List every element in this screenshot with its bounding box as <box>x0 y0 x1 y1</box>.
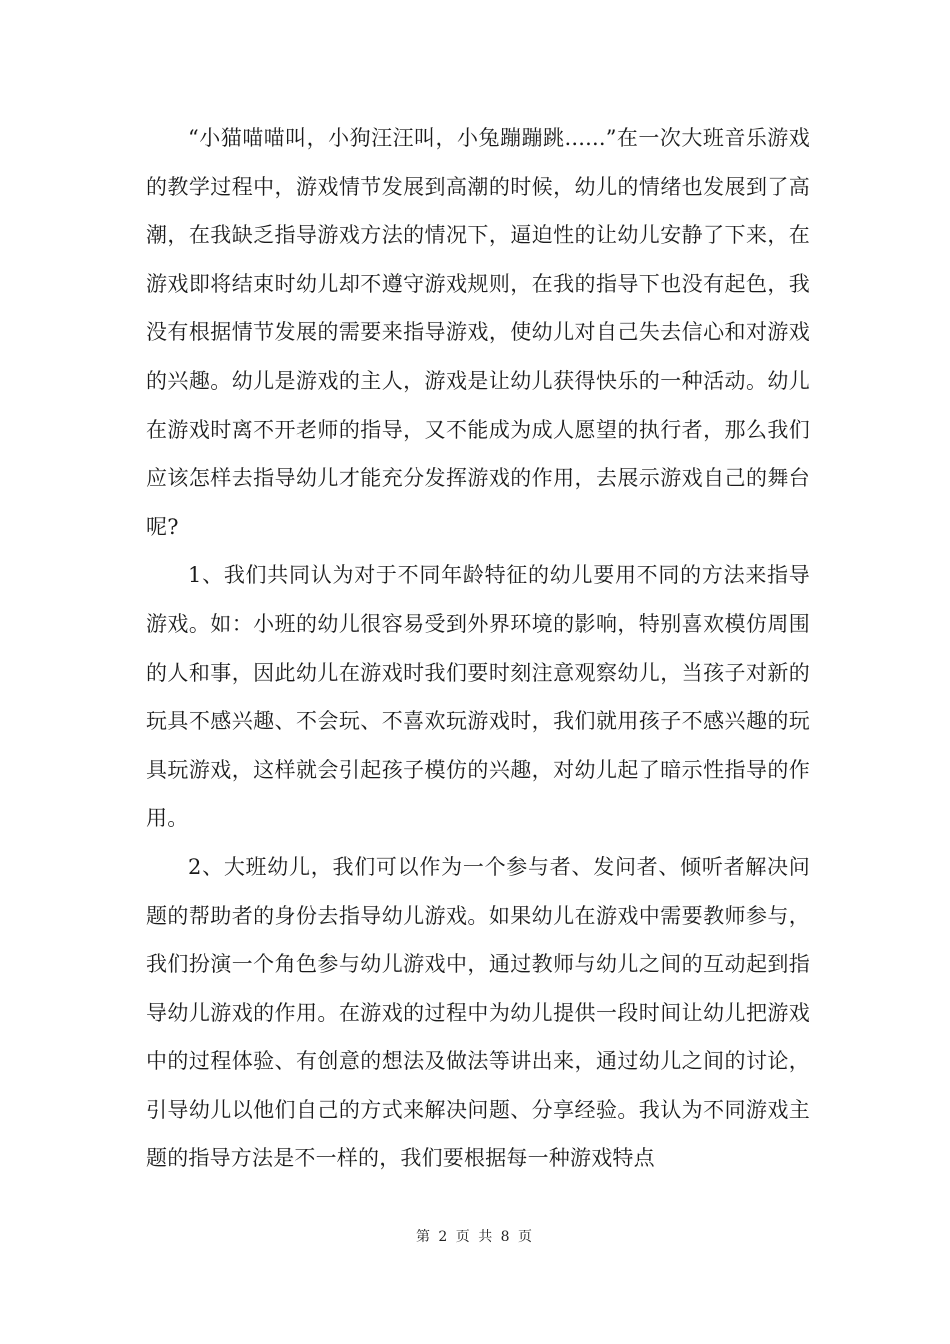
page-number-footer: 第 2 页 共 8 页 <box>415 1229 535 1245</box>
document-body <box>146 114 810 1183</box>
paragraph-point-1: 1、我们共同认为对于不同年龄特征的幼儿要用不同的方法来指导游戏。如：小班的幼儿很容易受到外界环境的影响，特别喜欢模仿周围的人和事，因此幼儿在游戏时我们要时刻注意观察幼儿，当孩子对新的玩具不感兴趣、不会玩、不喜欢玩游戏时，我们就用孩子不感兴趣的玩具玩游戏，这样就会引起孩子模仿的兴趣，对幼儿起了暗示性指导的作用。 <box>146 563 810 831</box>
paragraph-point-2: 2、大班幼儿，我们可以作为一个参与者、发问者、倾听者解决问题的帮助者的身份去指导幼儿游戏。如果幼儿在游戏中需要教师参与，我们扮演一个角色参与幼儿游戏中，通过教师与幼儿之间的互动起到指导幼儿游戏的作用。在游戏的过程中为幼儿提供一段时间让幼儿把游戏中的过程体验、有创意的想法及做法等讲出来，通过幼儿之间的讨论，引导幼儿以他们自己的方式来解决问题、分享经验。我认为不同游戏主题的指导方法是不一样的，我们要根据每一种游戏特点 <box>146 854 810 1171</box>
paragraph-intro: “小猫喵喵叫，小狗汪汪叫，小兔蹦蹦跳......”在一次大班音乐游戏的教学过程中，游戏情节发展到高潮的时候，幼儿的情绪也发展到了高潮，在我缺乏指导游戏方法的情况下，逼迫性的让幼儿安静了下来，在游戏即将结束时幼儿却不遵守游戏规则，在我的指导下也没有起色，我没有根据情节发展的需要来指导游戏，使幼儿对自己失去信心和对游戏的兴趣。幼儿是游戏的主人，游戏是让幼儿获得快乐的一种活动。幼儿在游戏时离不开老师的指导，又不能成为成人愿望的执行者，那么我们应该怎样去指导幼儿才能充分发挥游戏的作用，去展示游戏自己的舞台呢? <box>146 126 810 539</box>
